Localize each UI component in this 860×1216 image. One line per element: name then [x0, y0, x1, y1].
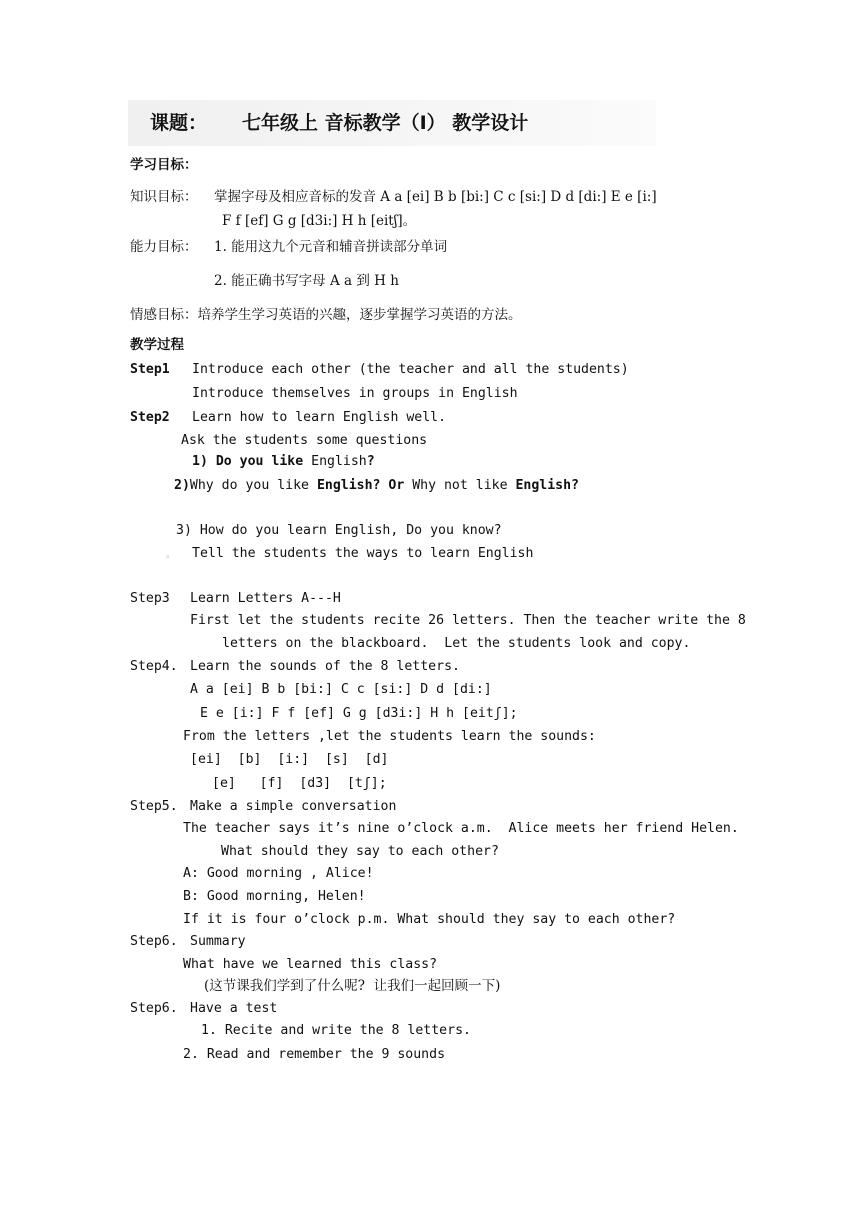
step2-question-2 — [174, 477, 579, 495]
process-heading: 教学过程 — [130, 337, 184, 353]
q2-b: English? Or — [316, 478, 405, 493]
step3-label: Step3 — [130, 591, 170, 606]
step5-line1: Make a simple conversation — [190, 799, 397, 814]
step2-tell: Tell the students the ways to learn English — [192, 546, 534, 561]
q2-c: Why not like — [412, 478, 508, 493]
q2-d: English? — [515, 478, 579, 493]
emotion-objective: 情感目标：培养学生学习英语的兴趣，逐步掌握学习英语的方法。 — [130, 307, 522, 323]
step1-label: Step1 — [130, 362, 170, 377]
step6-summary-line2: What have we learned this class? — [183, 957, 438, 972]
title-text: 七年级上 音标教学（I） 教学设计 — [242, 112, 529, 134]
step6-test-line1: Have a test — [190, 1001, 278, 1016]
knowledge-line1: 掌握字母及相应音标的发音 A a [ei] B b [bi:] C c [si:] D d [di:] E e [i:] — [214, 189, 657, 205]
step5-line5: B: Good morning, Helen! — [183, 889, 366, 904]
step1-line1: Introduce each other (the teacher and all the students) — [192, 362, 629, 377]
step4-line4: From the letters ,let the students learn the sounds: — [183, 729, 596, 744]
step4-line5: [ei] [b] [i:] [s] [d] — [190, 752, 389, 767]
q1-c: ? — [366, 454, 375, 469]
step5-line3: What should they say to each other? — [221, 844, 499, 859]
ability-item-2: 2. 能正确书写字母 A a 到 H h — [214, 273, 399, 289]
step5-line6: If it is four o’clock p.m. What should they say to each other? — [183, 912, 676, 927]
step6-summary-line3: (这节课我们学到了什么呢? 让我们一起回顾一下) — [204, 978, 501, 994]
step6-test-label: Step6. — [130, 1001, 178, 1016]
q2-a: Why do you like — [189, 478, 309, 493]
knowledge-line2: F f [ef] G g [d3i:] H h [eitʃ]。 — [222, 213, 417, 229]
step6-summary-label: Step6. — [130, 934, 178, 949]
step2-line2: Ask the students some questions — [181, 433, 428, 448]
step5-label: Step5. — [130, 799, 178, 814]
step3-line1: Learn Letters A---H — [190, 591, 341, 606]
step2-label: Step2 — [130, 410, 170, 425]
step2-question-3: 3) How do you learn English, Do you know? — [176, 523, 502, 538]
step4-line2: A a [ei] B b [bi:] C c [si:] D d [di:] — [190, 682, 492, 697]
title-label: 课题： — [150, 112, 208, 134]
knowledge-label: 知识目标： — [130, 189, 198, 205]
step1-line2: Introduce themselves in groups in English — [192, 386, 518, 401]
step4-line1: Learn the sounds of the 8 letters. — [190, 659, 460, 674]
step4-line6: [e] [f] [d3] [tʃ]; — [212, 776, 387, 791]
q1-num: 1) — [192, 454, 208, 469]
q1-a: Do you like — [215, 454, 304, 469]
step6-test-line3: 2. Read and remember the 9 sounds — [183, 1047, 446, 1062]
tell-dot: 。 — [166, 550, 176, 560]
ability-label: 能力目标： — [130, 239, 198, 255]
step5-line4: A: Good morning , Alice! — [183, 866, 374, 881]
step4-label: Step4. — [130, 659, 178, 674]
step6-test-line2: 1. Recite and write the 8 letters. — [201, 1023, 471, 1038]
ability-item-1: 1. 能用这九个元音和辅音拼读部分单词 — [214, 239, 448, 255]
step6-summary-line1: Summary — [190, 934, 246, 949]
step2-question-1 — [192, 453, 375, 471]
objectives-heading: 学习目标： — [130, 157, 198, 173]
step2-line1: Learn how to learn English well. — [192, 410, 447, 425]
step3-line2: First let the students recite 26 letters. Then the teacher write the 8 — [190, 613, 746, 628]
step5-line2: The teacher says it’s nine o’clock a.m. Alice meets her friend Helen. — [183, 821, 739, 836]
step3-line3: letters on the blackboard. Let the students look and copy. — [222, 636, 691, 651]
q1-b: English — [311, 454, 367, 469]
step4-line3: E e [i:] F f [ef] G g [d3i:] H h [eitʃ]; — [200, 706, 518, 721]
q2-num: 2) — [174, 478, 190, 493]
